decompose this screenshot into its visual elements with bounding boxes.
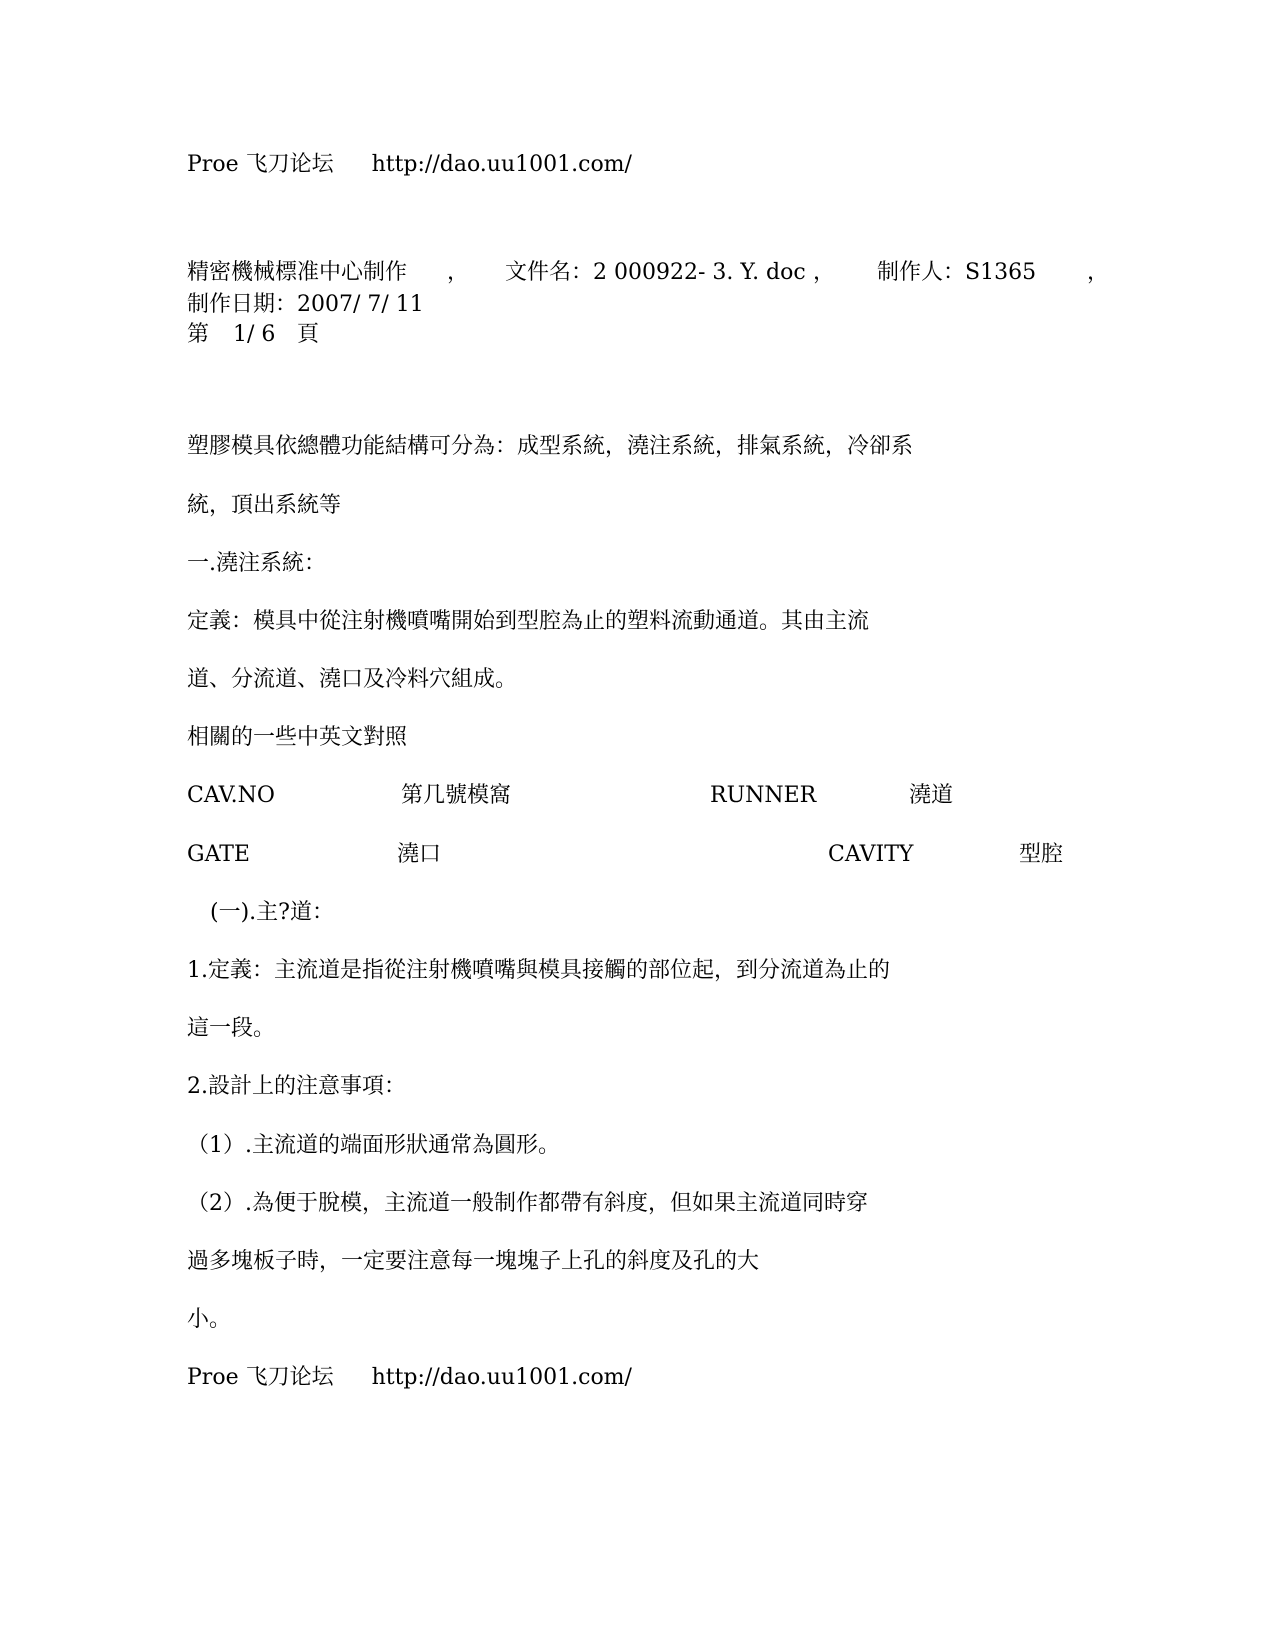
glossary-term-zh: 澆口 xyxy=(397,842,442,867)
definition-text: 道、分流道、澆口及冷料穴組成。 xyxy=(187,667,518,692)
doc-filename: 文件名：2 000922- 3. Y. doc xyxy=(505,260,806,285)
doc-info-separator: ， xyxy=(1087,260,1110,285)
doc-producer: 精密機械標准中心制作 xyxy=(187,260,408,285)
doc-info-separator: ， xyxy=(813,260,836,285)
doc-info-row xyxy=(187,260,1137,286)
page-number-suffix: 頁 xyxy=(297,322,320,347)
definition-text: 定義：模具中從注射機噴嘴開始到型腔為止的塑料流動通道。其由主流 xyxy=(187,609,870,634)
glossary-row xyxy=(187,783,1137,809)
glossary-row xyxy=(187,842,1137,868)
section-heading: 一.澆注系統： xyxy=(187,551,326,576)
sub-item-text: （2）.為便于脫模，主流道一般制作都帶有斜度，但如果主流道同時穿 xyxy=(187,1191,868,1216)
doc-info-separator: ， xyxy=(447,260,470,285)
doc-date: 制作日期：2007/ 7/ 11 xyxy=(187,292,424,317)
sub-item-text: 過多塊板子時，一定要注意每一塊塊子上孔的斜度及孔的大 xyxy=(187,1249,760,1274)
sub-item-text: 小。 xyxy=(187,1307,232,1332)
header-site-name: Proe 飞刀论坛 xyxy=(187,152,334,177)
glossary-title: 相關的一些中英文對照 xyxy=(187,725,408,750)
glossary-term-en: CAVITY xyxy=(828,842,914,867)
subsection-heading: (一).主?道： xyxy=(210,900,334,925)
page-number-prefix: 第 xyxy=(187,322,210,347)
item-text: 這一段。 xyxy=(187,1016,276,1041)
doc-author: 制作人：S1365 xyxy=(877,260,1037,285)
page-number xyxy=(187,322,1137,348)
glossary-term-zh: 澆道 xyxy=(909,783,954,808)
header-site-url[interactable]: http://dao.uu1001.com/ xyxy=(371,152,632,177)
glossary-term-en: CAV.NO xyxy=(187,783,275,808)
glossary-term-en: RUNNER xyxy=(710,783,817,808)
footer-site-url[interactable]: http://dao.uu1001.com/ xyxy=(371,1365,632,1390)
glossary-term-zh: 型腔 xyxy=(1019,842,1064,867)
page-footer xyxy=(187,1365,632,1391)
intro-text: 塑膠模具依總體功能結構可分為：成型系統，澆注系統，排氣系統，冷卻系 xyxy=(187,434,914,459)
item-text: 2.設計上的注意事項： xyxy=(187,1074,406,1099)
page-header xyxy=(187,152,632,178)
page-number-value: 1/ 6 xyxy=(233,322,276,347)
intro-text: 統，頂出系統等 xyxy=(187,493,342,518)
sub-item-text: （1）.主流道的端面形狀通常為圓形。 xyxy=(187,1133,560,1158)
item-text: 1.定義：主流道是指從注射機噴嘴與模具接觸的部位起，到分流道為止的 xyxy=(187,958,890,983)
glossary-term-zh: 第几號模窩 xyxy=(401,783,512,808)
footer-site-name: Proe 飞刀论坛 xyxy=(187,1365,334,1390)
glossary-term-en: GATE xyxy=(187,842,250,867)
